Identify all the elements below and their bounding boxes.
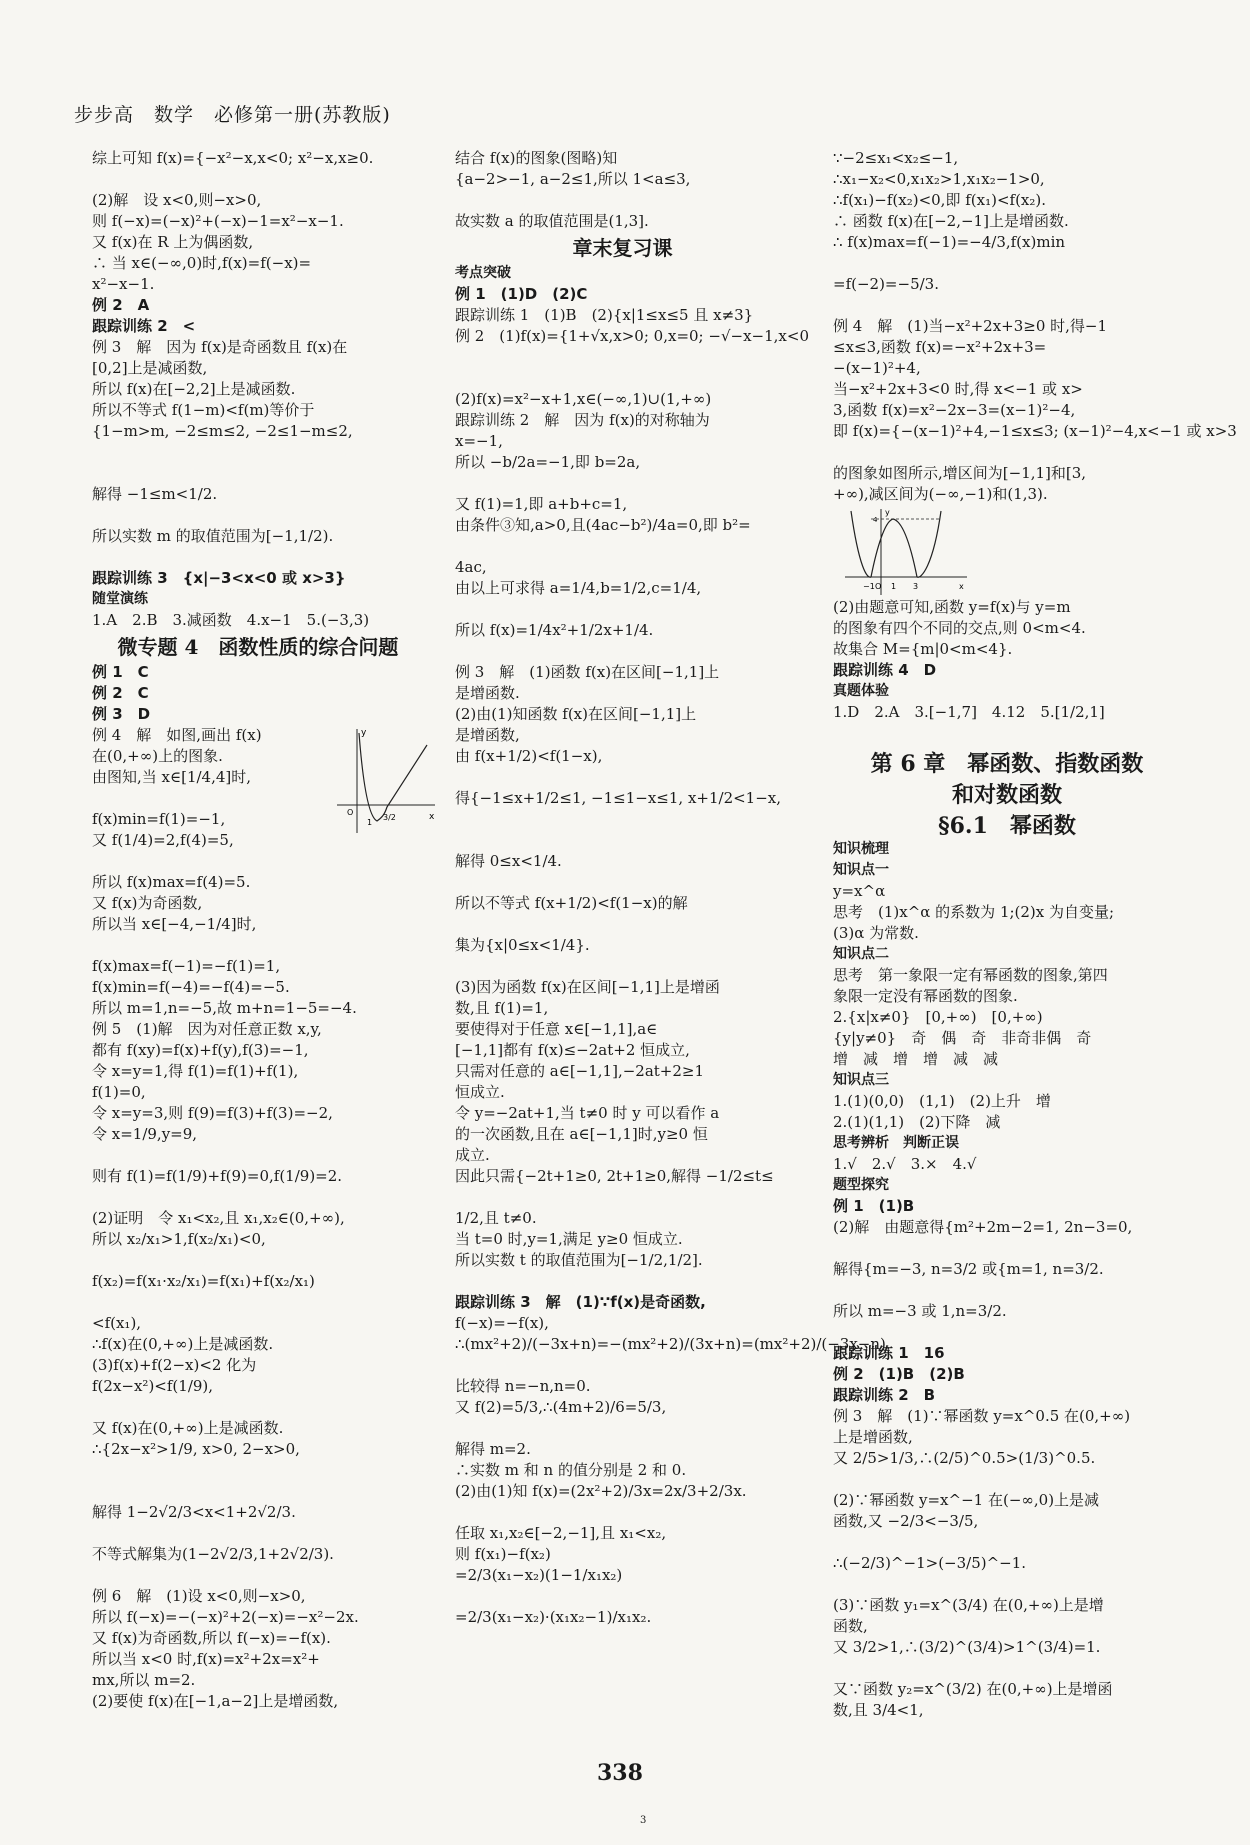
- text-line: 1/2,且 t≠0.: [455, 1209, 537, 1227]
- tick-label: 1: [891, 582, 897, 591]
- section-title: 章末复习课: [572, 236, 673, 260]
- text-line: 所以不等式 f(x+1/2)<f(1−x)的解: [455, 894, 688, 912]
- example-label: 例 2 C: [92, 684, 149, 702]
- tick-label: 4: [873, 516, 878, 524]
- text-line: [0,2]上是减函数,: [92, 359, 208, 377]
- text-line: 则有 f(1)=f(1/9)+f(9)=0,f(1/9)=2.: [92, 1167, 343, 1185]
- text-line: 所以 m=1,n=−5,故 m+n=1−5=−4.: [92, 999, 357, 1017]
- axis-label-y: y: [885, 508, 890, 517]
- text-line: ∴实数 m 和 n 的值分别是 2 和 0.: [455, 1461, 687, 1479]
- text-line: 3,函数 f(x)=x²−2x−3=(x−1)²−4,: [833, 401, 1076, 419]
- text-line: 所以 x₂/x₁>1,f(x₂/x₁)<0,: [92, 1230, 266, 1248]
- text-line: 由条件③知,a>0,且(4ac−b²)/4a=0,即 b²=: [455, 516, 751, 534]
- text-line: 集为{x|0≤x<1/4}.: [455, 936, 590, 954]
- section-label: 知识点一: [833, 862, 889, 878]
- example-label: 例 3 D: [92, 705, 151, 723]
- text-line: 2.(1)(1,1) (2)下降 减: [833, 1113, 1001, 1131]
- text-line: 跟踪训练 1 (1)B (2){x|1≤x≤5 且 x≠3}: [455, 306, 754, 324]
- text-line: ∵−2≤x₁<x₂≤−1,: [833, 149, 959, 167]
- text-line: 数,且 3/4<1,: [833, 1701, 924, 1719]
- text-line: (3)因为函数 f(x)在区间[−1,1]上是增函: [455, 978, 720, 996]
- axis-label-x: x: [429, 812, 435, 822]
- text-line: 所以 f(x)=1/4x²+1/2x+1/4.: [455, 621, 654, 639]
- text-line: f(x)max=f(−1)=−f(1)=1,: [92, 957, 281, 975]
- text-line: x²−x−1.: [92, 275, 155, 293]
- text-line: 解得{m=−3, n=3/2 或{m=1, n=3/2.: [833, 1260, 1104, 1278]
- text-line: f(x)min=f(−4)=−f(4)=−5.: [92, 978, 290, 996]
- text-line: 即 f(x)={−(x−1)²+4,−1≤x≤3; (x−1)²−4,x<−1 或 x>3: [833, 422, 1237, 440]
- text-line: (2)证明 令 x₁<x₂,且 x₁,x₂∈(0,+∞),: [92, 1209, 345, 1227]
- text-line: ∴(mx²+2)/(−3x+n)=−(mx²+2)/(3x+n)=(mx²+2)/(−3x−n).: [455, 1335, 891, 1353]
- text-line: 例 4 解 (1)当−x²+2x+3≥0 时,得−1: [833, 317, 1108, 335]
- column-right: [833, 148, 1237, 1721]
- text-line: y=x^α: [833, 882, 886, 900]
- bottom-mark: 3: [640, 1815, 647, 1826]
- section-label: 知识点三: [833, 1072, 889, 1088]
- text-line: 都有 f(xy)=f(x)+f(y),f(3)=−1,: [92, 1041, 309, 1059]
- text-line: 结合 f(x)的图象(图略)知: [455, 149, 618, 167]
- text-line: 故集合 M={m|0<m<4}.: [833, 640, 1013, 658]
- origin-label: O: [347, 808, 354, 817]
- text-line: 解得 −1≤m<1/2.: [92, 485, 218, 503]
- text-line: ∴f(x)在(0,+∞)上是减函数.: [92, 1335, 274, 1353]
- text-line: −(x−1)²+4,: [833, 359, 921, 377]
- page-number: 338: [597, 1760, 643, 1786]
- text-line: (3)f(x)+f(2−x)<2 化为: [92, 1356, 257, 1374]
- text-line: 上是增函数,: [833, 1428, 913, 1446]
- text-line: 1.D 2.A 3.[−1,7] 4.12 5.[1/2,1]: [833, 703, 1105, 721]
- text-line: 恒成立.: [455, 1083, 505, 1101]
- text-line: 成立.: [455, 1146, 490, 1164]
- text-line: 所以当 x∈[−4,−1/4]时,: [92, 915, 257, 933]
- text-line: 象限一定没有幂函数的图象.: [833, 987, 1018, 1005]
- section-label: 知识点二: [833, 946, 889, 962]
- text-line: {y|y≠0} 奇 偶 奇 非奇非偶 奇: [833, 1029, 1092, 1047]
- tick-label: 3/2: [383, 813, 396, 822]
- text-line: 所以 f(x)在[−2,2]上是减函数.: [92, 380, 296, 398]
- text-line: 由图知,当 x∈[1/4,4]时,: [92, 768, 252, 786]
- text-line: 跟踪训练 2 解 因为 f(x)的对称轴为: [455, 411, 710, 429]
- tick-label: −1: [863, 582, 875, 591]
- text-line: (2)由(1)知函数 f(x)在区间[−1,1]上: [455, 705, 697, 723]
- text-line: 又 2/5>1/3,∴(2/5)^0.5>(1/3)^0.5.: [833, 1449, 1096, 1467]
- text-line: ∴ 当 x∈(−∞,0)时,f(x)=f(−x)=: [92, 254, 312, 272]
- text-line: 所以 m=−3 或 1,n=3/2.: [833, 1302, 1007, 1320]
- text-line: 例 2 (1)f(x)={1+√x,x>0; 0,x=0; −√−x−1,x<0: [455, 327, 809, 345]
- text-line: 所以实数 m 的取值范围为[−1,1/2).: [92, 527, 334, 545]
- text-line: ∴{2x−x²>1/9, x>0, 2−x>0,: [92, 1440, 300, 1458]
- text-line: 当 t=0 时,y=1,满足 y≥0 恒成立.: [455, 1230, 683, 1248]
- text-line: 则 f(x₁)−f(x₂): [455, 1545, 551, 1563]
- text-line: ∴ f(x)max=f(−1)=−4/3,f(x)min: [833, 233, 1066, 251]
- text-line: 所以 f(x)max=f(4)=5.: [92, 873, 251, 891]
- function-graph-figure: [327, 725, 437, 835]
- text-line: {1−m>m, −2≤m≤2, −2≤1−m≤2,: [92, 422, 353, 440]
- text-line: 又 f(2)=5/3,∴(4m+2)/6=5/3,: [455, 1398, 667, 1416]
- text-line: 数,且 f(1)=1,: [455, 999, 549, 1017]
- practice-label: 跟踪训练 1 16: [833, 1344, 945, 1362]
- text-line: 令 x=y=1,得 f(1)=f(1)+f(1),: [92, 1062, 299, 1080]
- text-line: 由 f(x+1/2)<f(1−x),: [455, 747, 603, 765]
- text-line: (2)由(1)知 f(x)=(2x²+2)/3x=2x/3+2/3x.: [455, 1482, 747, 1500]
- column-left: [92, 148, 435, 1712]
- text-line: 4ac,: [455, 558, 487, 576]
- text-line: 例 3 解 (1)∵幂函数 y=x^0.5 在(0,+∞): [833, 1407, 1131, 1425]
- text-line: 所以 f(−x)=−(−x)²+2(−x)=−x²−2x.: [92, 1608, 359, 1626]
- section-title: 微专题 4 函数性质的综合问题: [117, 635, 399, 659]
- example-label: 例 2 A: [92, 296, 150, 314]
- text-line: 又 3/2>1,∴(3/2)^(3/4)>1^(3/4)=1.: [833, 1638, 1101, 1656]
- practice-label: 跟踪训练 2 <: [92, 317, 196, 335]
- text-line: 的图象有四个不同的交点,则 0<m<4.: [833, 619, 1086, 637]
- text-line: 因此只需{−2t+1≥0, 2t+1≥0,解得 −1/2≤t≤: [455, 1167, 774, 1185]
- text-line: 不等式解集为(1−2√2/3,1+2√2/3).: [92, 1545, 334, 1563]
- section-title: §6.1 幂函数: [938, 813, 1076, 839]
- text-line: 所以不等式 f(1−m)<f(m)等价于: [92, 401, 315, 419]
- text-line: 1.(1)(0,0) (1,1) (2)上升 增: [833, 1092, 1051, 1110]
- text-line: (2)解 设 x<0,则−x>0,: [92, 191, 262, 209]
- origin-label: O: [875, 582, 882, 591]
- text-line: 又 f(x)为奇函数,所以 f(−x)=−f(x).: [92, 1629, 331, 1647]
- text-line: 解得 m=2.: [455, 1440, 531, 1458]
- example-label: 例 1 (1)D (2)C: [455, 285, 588, 303]
- text-line: =f(−2)=−5/3.: [833, 275, 939, 293]
- text-line: 例 6 解 (1)设 x<0,则−x>0,: [92, 1587, 306, 1605]
- text-line: 思考 第一象限一定有幂函数的图象,第四: [833, 966, 1108, 984]
- text-line: 比较得 n=−n,n=0.: [455, 1377, 591, 1395]
- text-line: 例 3 解 (1)函数 f(x)在区间[−1,1]上: [455, 663, 720, 681]
- text-line: 所以当 x<0 时,f(x)=x²+2x=x²+: [92, 1650, 320, 1668]
- section-label: 题型探究: [833, 1177, 889, 1193]
- section-label: 真题体验: [833, 683, 889, 699]
- text-line: mx,所以 m=2.: [92, 1671, 196, 1689]
- text-line: x=−1,: [455, 432, 503, 450]
- text-line: 由以上可求得 a=1/4,b=1/2,c=1/4,: [455, 579, 702, 597]
- text-line: +∞),减区间为(−∞,−1)和(1,3).: [833, 485, 1048, 503]
- text-line: (2)由题意可知,函数 y=f(x)与 y=m: [833, 598, 1071, 616]
- text-line: 任取 x₁,x₂∈[−2,−1],且 x₁<x₂,: [455, 1524, 667, 1542]
- text-line: 的一次函数,且在 a∈[−1,1]时,y≥0 恒: [455, 1125, 708, 1143]
- practice-label: 跟踪训练 3 {x|−3<x<0 或 x>3}: [92, 569, 346, 587]
- text-line: [−1,1]都有 f(x)≤−2at+2 恒成立,: [455, 1041, 690, 1059]
- text-line: <f(x₁),: [92, 1314, 142, 1332]
- text-line: 思考 (1)x^α 的系数为 1;(2)x 为自变量;: [833, 903, 1115, 921]
- text-line: 例 4 解 如图,画出 f(x): [92, 726, 262, 744]
- text-line: ∴x₁−x₂<0,x₁x₂>1,x₁x₂−1>0,: [833, 170, 1045, 188]
- text-line: 所以实数 t 的取值范围为[−1/2,1/2].: [455, 1251, 703, 1269]
- text-line: 函数,又 −2/3<−3/5,: [833, 1512, 979, 1530]
- text-line: 1.A 2.B 3.减函数 4.x−1 5.(−3,3): [92, 611, 370, 629]
- text-line: 例 5 (1)解 因为对任意正数 x,y,: [92, 1020, 322, 1038]
- text-line: 令 y=−2at+1,当 t≠0 时 y 可以看作 a: [455, 1104, 720, 1122]
- text-line: 1.√ 2.√ 3.× 4.√: [833, 1155, 977, 1173]
- text-line: 解得 1−2√2/3<x<1+2√2/3.: [92, 1503, 296, 1521]
- practice-label: 跟踪训练 4 D: [833, 661, 937, 679]
- text-line: (3)α 为常数.: [833, 924, 919, 942]
- text-line: 当−x²+2x+3<0 时,得 x<−1 或 x>: [833, 380, 1083, 398]
- axis-label-y: y: [361, 728, 367, 738]
- chapter-title: 第 6 章 幂函数、指数函数: [870, 751, 1144, 777]
- text-line: 在(0,+∞)上的图象.: [92, 747, 223, 765]
- text-line: f(2x−x²)<f(1/9),: [92, 1377, 214, 1395]
- example-label: 例 1 (1)B: [833, 1197, 915, 1215]
- example-label: 例 2 (1)B (2)B: [833, 1365, 965, 1383]
- chapter-title-cont: 和对数函数: [951, 782, 1062, 808]
- text-line: ∴f(x₁)−f(x₂)<0,即 f(x₁)<f(x₂).: [833, 191, 1047, 209]
- section-label: 考点突破: [455, 265, 511, 281]
- text-line: f(1)=0,: [92, 1083, 146, 1101]
- text-line: 所以 −b/2a=−1,即 b=2a,: [455, 453, 641, 471]
- text-line: (2)解 由题意得{m²+2m−2=1, 2n−3=0,: [833, 1218, 1133, 1236]
- text-line: ∴(−2/3)^−1>(−3/5)^−1.: [833, 1554, 1027, 1572]
- text-line: 又 f(1/4)=2,f(4)=5,: [92, 831, 234, 849]
- text-line: 又 f(x)在(0,+∞)上是减函数.: [92, 1419, 284, 1437]
- text-line: f(x)min=f(1)=−1,: [92, 810, 226, 828]
- text-line: 只需对任意的 a∈[−1,1],−2at+2≥1: [455, 1062, 705, 1080]
- text-line: 则 f(−x)=(−x)²+(−x)−1=x²−x−1.: [92, 212, 344, 230]
- practice-label: 跟踪训练 2 B: [833, 1386, 936, 1404]
- text-line: =2/3(x₁−x₂)·(x₁x₂−1)/x₁x₂.: [455, 1608, 652, 1626]
- text-line: ≤x≤3,函数 f(x)=−x²+2x+3=: [833, 338, 1047, 356]
- text-line: 又∵函数 y₂=x^(3/2) 在(0,+∞)上是增函: [833, 1680, 1113, 1698]
- text-line: {a−2>−1, a−2≤1,所以 1<a≤3,: [455, 170, 691, 188]
- text-line: f(−x)=−f(x),: [455, 1314, 549, 1332]
- text-line: (3)∵函数 y₁=x^(3/4) 在(0,+∞)上是增: [833, 1596, 1104, 1614]
- text-line: 又 f(1)=1,即 a+b+c=1,: [455, 495, 628, 513]
- text-line: 又 f(x)在 R 上为偶函数,: [92, 233, 254, 251]
- text-line: 又 f(x)为奇函数,: [92, 894, 203, 912]
- practice-label: 跟踪训练 3 解 (1)∵f(x)是奇函数,: [455, 1293, 706, 1311]
- text-line: =2/3(x₁−x₂)(1−1/x₁x₂): [455, 1566, 623, 1584]
- section-label: 思考辨析 判断正误: [833, 1135, 959, 1151]
- text-line: (2)∵幂函数 y=x^−1 在(−∞,0)上是减: [833, 1491, 1100, 1509]
- piecewise-graph-figure: [841, 507, 971, 597]
- text-line: 的图象如图所示,增区间为[−1,1]和[3,: [833, 464, 1087, 482]
- example-label: 例 1 C: [92, 663, 149, 681]
- text-line: 函数,: [833, 1617, 868, 1635]
- text-line: 得{−1≤x+1/2≤1, −1≤1−x≤1, x+1/2<1−x,: [455, 789, 782, 807]
- text-line: (2)f(x)=x²−x+1,x∈(−∞,1)∪(1,+∞): [455, 390, 712, 408]
- text-line: 综上可知 f(x)={−x²−x,x<0; x²−x,x≥0.: [92, 149, 374, 167]
- tick-label: 1: [367, 818, 373, 827]
- text-line: 令 x=y=3,则 f(9)=f(3)+f(3)=−2,: [92, 1104, 333, 1122]
- text-line: 故实数 a 的取值范围是(1,3].: [455, 212, 649, 230]
- tick-label: 3: [913, 582, 919, 591]
- text-line: 是增函数,: [455, 726, 520, 744]
- text-line: (2)要使 f(x)在[−1,a−2]上是增函数,: [92, 1692, 339, 1710]
- running-header: 步步高 数学 必修第一册(苏教版): [74, 104, 391, 126]
- text-line: 是增函数.: [455, 684, 520, 702]
- text-line: f(x₂)=f(x₁·x₂/x₁)=f(x₁)+f(x₂/x₁): [92, 1272, 315, 1290]
- text-line: 增 减 增 增 减 减: [833, 1050, 999, 1068]
- text-line: 解得 0≤x<1/4.: [455, 852, 562, 870]
- text-line: 要使得对于任意 x∈[−1,1],a∈: [455, 1020, 658, 1038]
- axis-label-x: x: [959, 582, 964, 591]
- text-line: 令 x=1/9,y=9,: [92, 1125, 198, 1143]
- text-line: 例 3 解 因为 f(x)是奇函数且 f(x)在: [92, 338, 348, 356]
- text-line: ∴ 函数 f(x)在[−2,−1]上是增函数.: [833, 212, 1069, 230]
- text-line: 2.{x|x≠0} [0,+∞) [0,+∞): [833, 1008, 1043, 1026]
- section-label: 知识梳理: [833, 841, 889, 857]
- section-label: 随堂演练: [92, 591, 148, 607]
